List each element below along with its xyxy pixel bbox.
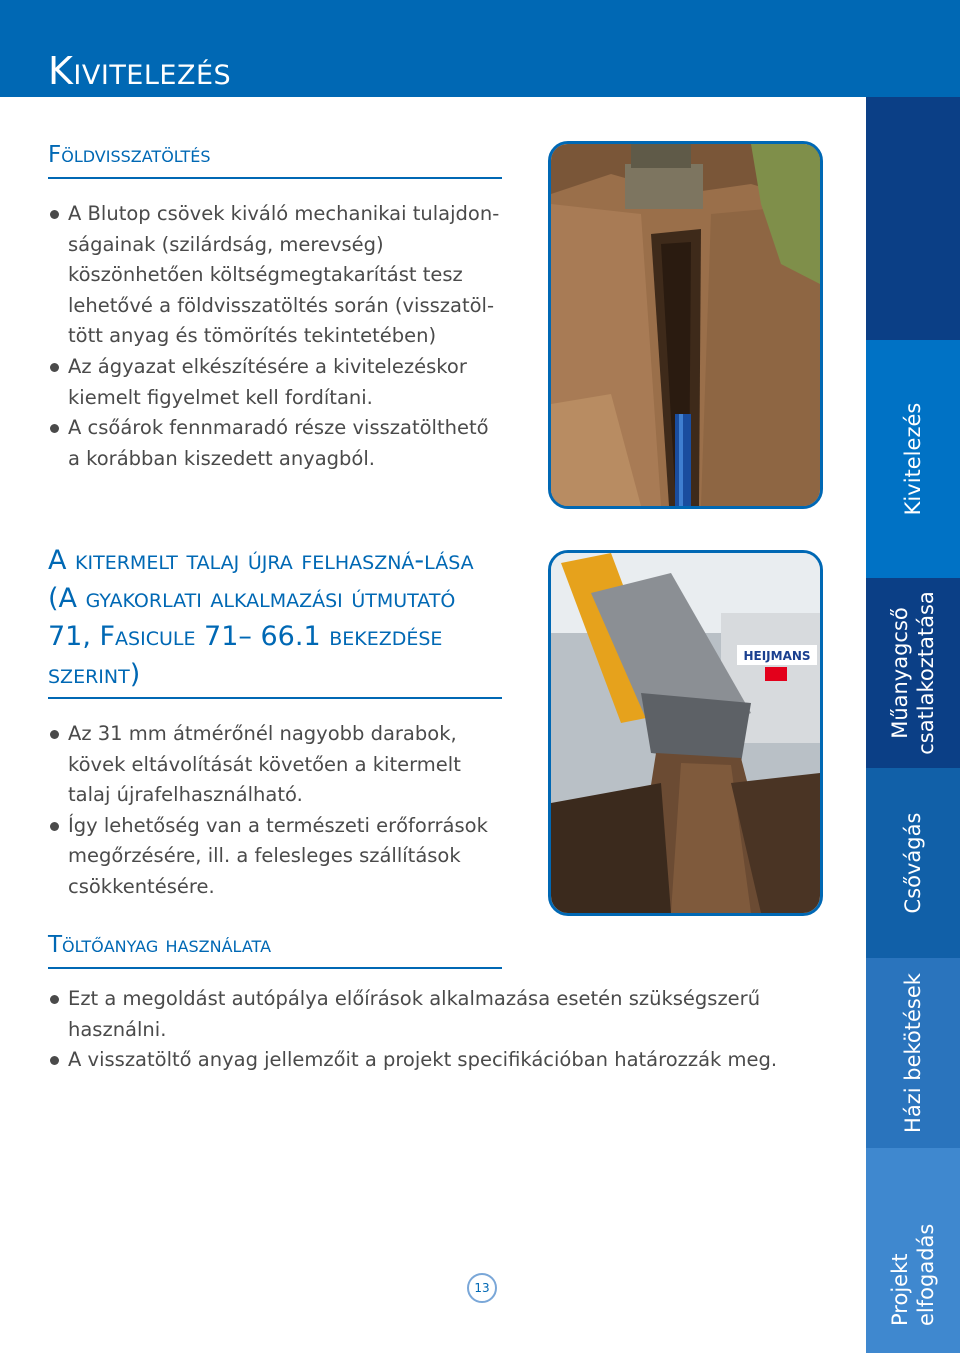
section-title-soil-reuse: A kitermelt talaj újra felhaszná-lása (A gyakorlati alkalmazási útmutató 71, Fasicule 71– 66.1 bekezdése szerint) bbox=[48, 542, 502, 699]
sidebar-tab-csovagas[interactable] bbox=[866, 768, 960, 958]
sidebar-tab-label: Csővágás bbox=[901, 812, 925, 914]
bullet-item: A Blutop csövek kiváló mechanikai tulajdon-ságainak (szilárdság, merevség) köszönhetően költségmegtakarítást tesz lehetővé a földvisszatöltés során (visszatöl-tött anyag és tömörítés tekintetében) bbox=[48, 199, 502, 352]
trench-illustration bbox=[551, 144, 820, 506]
section-sidebar bbox=[866, 0, 960, 1353]
bullet-item: Ezt a megoldást autópálya előírások alkalmazása esetén szükségszerű használni. bbox=[48, 984, 788, 1045]
sidebar-tab-hazi-bekotesek[interactable] bbox=[866, 958, 960, 1148]
backfill-bullet-list bbox=[48, 199, 502, 474]
trench-photo bbox=[548, 141, 823, 509]
section-soil-reuse bbox=[48, 542, 502, 903]
bullet-item: A csőárok fennmaradó része visszatölthető a korábban kiszedett anyagból. bbox=[48, 413, 502, 474]
page-title: Kivitelezés bbox=[48, 49, 232, 93]
bullet-item: Így lehetőség van a természeti erőforrások megőrzésére, ill. a felesleges szállítások csökkentésére. bbox=[48, 811, 502, 903]
sidebar-tab-label: Projekt elfogadás bbox=[888, 1223, 938, 1326]
bullet-item: Az 31 mm átmérőnél nagyobb darabok, kövek eltávolítását követően a kitermelt talaj újrafelhasználható. bbox=[48, 719, 502, 811]
sidebar-tab-projekt-elfogadas[interactable] bbox=[866, 1148, 960, 1353]
bullet-item: Az ágyazat elkészítésére a kivitelezéskor kiemelt figyelmet kell fordítani. bbox=[48, 352, 502, 413]
excavator-illustration bbox=[551, 553, 820, 913]
sidebar-tab-kivitelezes[interactable] bbox=[866, 340, 960, 578]
section-filler bbox=[48, 926, 502, 969]
sidebar-tab-label: Házi bekötések bbox=[901, 973, 925, 1133]
excavator-photo bbox=[548, 550, 823, 916]
filler-bullet-list bbox=[48, 984, 788, 1076]
bullet-item: A visszatöltő anyag jellemzőit a projekt specifikációban határozzák meg. bbox=[48, 1045, 788, 1076]
section-title-filler: Töltőanyag használata bbox=[48, 926, 502, 969]
sidebar-top-band bbox=[866, 0, 960, 97]
page-number: 13 bbox=[467, 1273, 497, 1303]
sidebar-tab-muanyagcso[interactable] bbox=[866, 578, 960, 768]
reuse-bullet-list bbox=[48, 719, 502, 903]
section-backfill bbox=[48, 136, 502, 474]
page-header bbox=[0, 0, 866, 97]
sidebar-tab-label: Műanyagcső csatlakoztatása bbox=[888, 591, 938, 755]
heijmans-sign: HEIJMANS bbox=[743, 649, 811, 663]
sidebar-tab-label: Kivitelezés bbox=[901, 402, 925, 516]
section-title-backfill: Földvisszatöltés bbox=[48, 136, 502, 179]
